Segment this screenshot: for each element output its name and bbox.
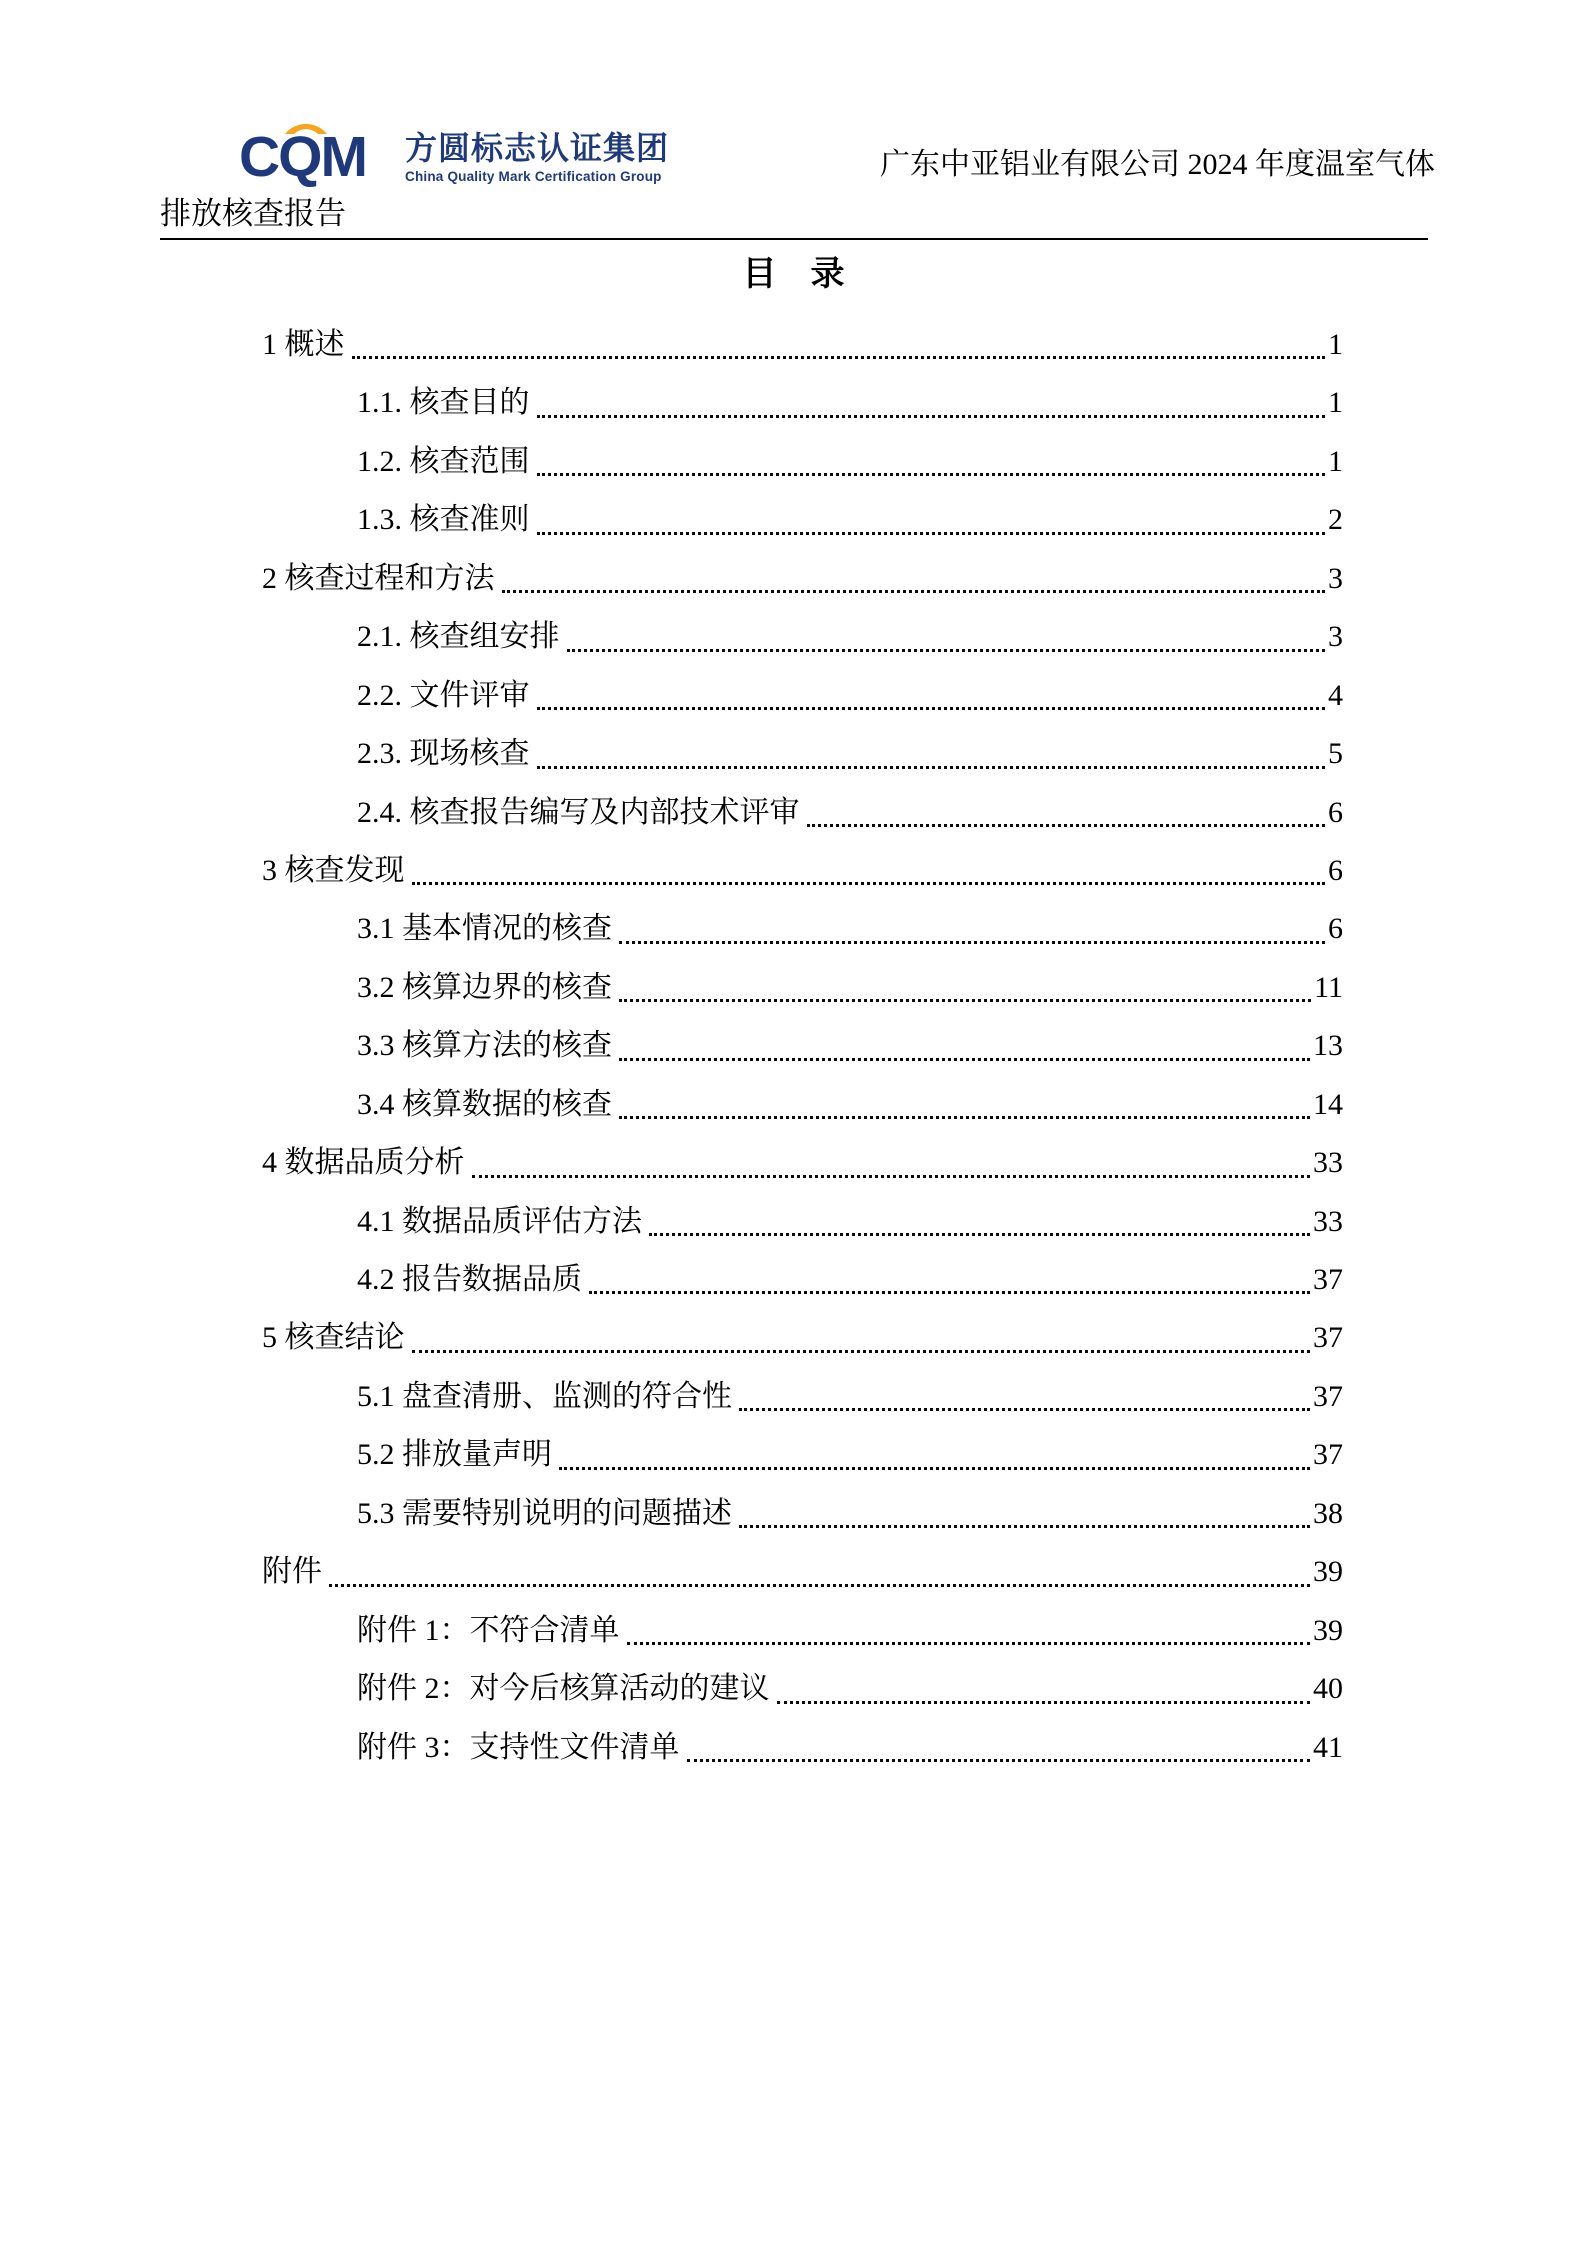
toc-entry-label: 附件 2：对今后核算活动的建议 [357,1672,770,1706]
toc-dot-leader [329,1584,1310,1587]
toc-entry-label: 3.4 核算数据的核查 [357,1087,612,1121]
toc-entry-label: 1.2. 核查范围 [357,444,530,478]
toc-entry-label: 5 核查结论 [262,1321,405,1355]
toc-dot-leader [619,1116,1310,1119]
toc-entry [262,1543,1343,1601]
toc-entry-label: 5.2 排放量声明 [357,1438,552,1472]
toc-page-number: 13 [1313,1029,1343,1063]
toc-entry [262,1719,1343,1777]
toc-entry [262,433,1343,491]
toc-entry [262,1368,1343,1426]
toc-dot-leader [412,882,1326,885]
toc-page-number: 37 [1313,1379,1343,1413]
toc-dot-leader [627,1642,1311,1645]
logo-cn-name: 方圆标志认证集团 [405,130,670,166]
toc-entry [262,842,1343,900]
toc-entry [262,1017,1343,1075]
toc-dot-leader [502,590,1326,593]
toc-page-number: 33 [1313,1146,1343,1180]
toc-page-number: 2 [1328,503,1343,537]
toc-page-number: 41 [1313,1730,1343,1764]
toc-page-number: 5 [1328,737,1343,771]
toc-dot-leader [777,1701,1311,1704]
toc-entry [262,959,1343,1017]
toc-entry [262,1309,1343,1367]
toc-page-number: 3 [1328,620,1343,654]
toc-entry-label: 3.1 基本情况的核查 [357,912,612,946]
toc-entry [262,1134,1343,1192]
toc-dot-leader [619,999,1311,1002]
toc-entry-label: 4.1 数据品质评估方法 [357,1204,642,1238]
toc-dot-leader [559,1467,1310,1470]
toc-entry [262,1193,1343,1251]
toc-dot-leader [619,1058,1310,1061]
toc-entry-label: 2.2. 文件评审 [357,678,530,712]
toc-entry [262,1602,1343,1660]
toc-dot-leader [807,824,1326,827]
logo-en-name: China Quality Mark Certification Group [405,169,662,184]
toc-entry-label: 2.4. 核查报告编写及内部技术评审 [357,795,800,829]
toc-entry [262,725,1343,783]
toc-entry-label: 2.3. 现场核查 [357,737,530,771]
toc-entry-label: 1.3. 核查准则 [357,503,530,537]
header-divider [160,238,1428,240]
toc-dot-leader [589,1291,1310,1294]
toc-page-number: 1 [1328,444,1343,478]
toc-entry-label: 2 核查过程和方法 [262,561,495,595]
report-title-line1: 广东中亚铝业有限公司 2024 年度温室气体 [880,148,1435,181]
toc-entry [262,491,1343,549]
toc-entry-label: 3 核查发现 [262,853,405,887]
toc-entry-label: 5.3 需要特别说明的问题描述 [357,1496,732,1530]
toc-page-number: 40 [1313,1672,1343,1706]
toc-entry-label: 4.2 报告数据品质 [357,1263,582,1296]
toc-entry-label: 4 数据品质分析 [262,1146,465,1180]
toc-page-number: 1 [1328,386,1343,420]
toc-page-number: 39 [1313,1555,1343,1589]
toc-entry-label: 3.2 核算边界的核查 [357,970,612,1004]
logo-acronym: CQM [239,125,366,189]
toc-entry [262,1485,1343,1543]
toc-entry [262,784,1343,842]
toc-dot-leader [537,473,1326,476]
report-title-line2: 排放核查报告 [160,196,346,231]
toc-dot-leader [687,1759,1311,1762]
toc-page-number: 6 [1328,853,1343,887]
toc-page-number: 33 [1313,1204,1343,1238]
toc-dot-leader [472,1175,1311,1178]
toc-list [262,316,1343,1777]
toc-dot-leader [739,1408,1310,1411]
toc-entry-label: 附件 1：不符合清单 [357,1613,620,1647]
toc-entry [262,667,1343,725]
toc-dot-leader [537,415,1326,418]
toc-page-number: 37 [1313,1321,1343,1355]
toc-dot-leader [567,649,1326,652]
toc-dot-leader [537,766,1326,769]
toc-entry [262,1076,1343,1134]
toc-dot-leader [739,1525,1310,1528]
toc-entry [262,316,1343,374]
toc-entry-label: 3.3 核算方法的核查 [357,1029,612,1063]
toc-page-number: 1 [1328,328,1343,361]
toc-dot-leader [619,941,1325,944]
toc-page-number: 4 [1328,678,1343,712]
toc-dot-leader [537,532,1326,535]
toc-entry [262,1251,1343,1309]
toc-entry [262,900,1343,958]
toc-page-number: 39 [1313,1613,1343,1647]
toc-dot-leader [649,1233,1310,1236]
toc-entry [262,1426,1343,1484]
toc-page-number: 3 [1328,561,1343,595]
toc-page-number: 14 [1313,1087,1343,1121]
toc-title: 目 录 [742,256,845,293]
toc-page-number: 37 [1313,1263,1343,1296]
toc-dot-leader [537,707,1326,710]
toc-entry [262,374,1343,432]
toc-page-number: 37 [1313,1438,1343,1472]
toc-entry-label: 2.1. 核查组安排 [357,620,560,654]
toc-entry-label: 5.1 盘查清册、监测的符合性 [357,1379,732,1413]
toc-page-number: 6 [1328,795,1343,829]
toc-entry-label: 附件 3：支持性文件清单 [357,1730,680,1764]
toc-entry-label: 附件 [262,1555,322,1589]
toc-page-number: 6 [1328,912,1343,946]
toc-entry [262,550,1343,608]
toc-entry-label: 1 概述 [262,328,345,361]
toc-dot-leader [352,356,1326,359]
toc-entry-label: 1.1. 核查目的 [357,386,530,420]
toc-page-number: 38 [1313,1496,1343,1530]
toc-entry [262,608,1343,666]
toc-page-number: 11 [1314,970,1343,1004]
toc-dot-leader [412,1350,1311,1353]
toc-entry [262,1660,1343,1718]
